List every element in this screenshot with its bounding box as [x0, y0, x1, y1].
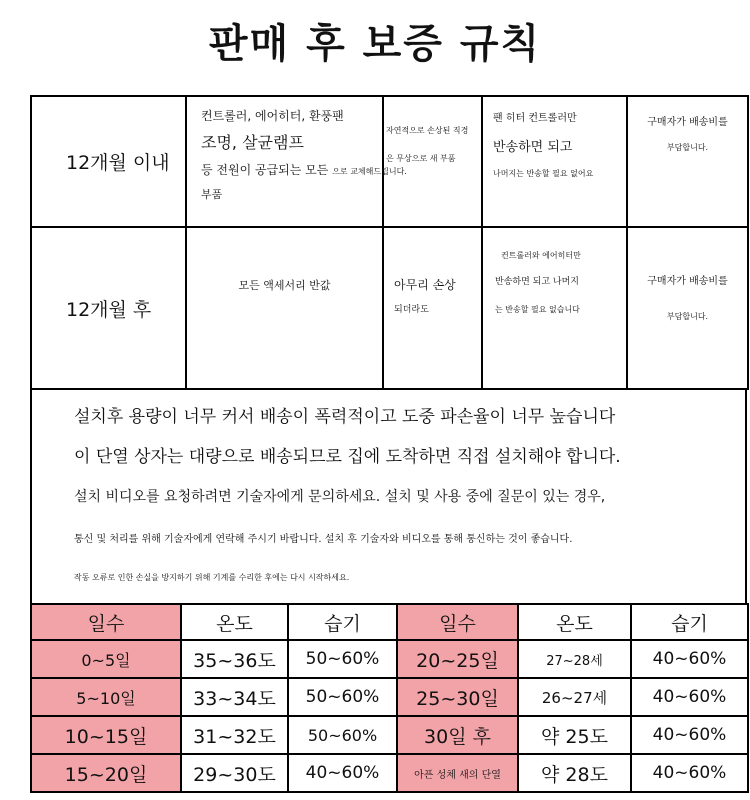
cell-text: 등 전원이 공급되는 모든	[201, 163, 329, 177]
table-cell: 35~36도	[181, 640, 288, 678]
note-line: 작동 오류로 인한 손실을 방지하기 위해 기계를 수리한 후에는 다시 시작하세요.	[74, 573, 350, 582]
table-cell: 0~5일	[31, 640, 181, 678]
cell-text: 는 반송할 필요 없습니다	[495, 304, 580, 314]
table-cell: 40~60%	[631, 716, 748, 754]
cell-text: 부담합니다.	[666, 143, 709, 152]
table-cell: 50~60%	[288, 640, 397, 678]
table-cell: 40~60%	[288, 754, 397, 792]
header-humidity: 습기	[631, 604, 748, 640]
cell-text: 아무리 손상	[394, 278, 456, 292]
cell-text: 되더라도	[394, 305, 429, 315]
return-cell	[482, 96, 627, 227]
cell-text: 부품	[201, 188, 223, 201]
table-cell: 40~60%	[631, 678, 748, 716]
table-cell: 10~15일	[31, 716, 181, 754]
note-line: 설치후 용량이 너무 커서 배송이 폭력적이고 도중 파손율이 너무 높습니다	[74, 407, 616, 427]
damage-cell	[383, 96, 482, 227]
table-header-row	[31, 604, 748, 640]
table-cell: 27~28세	[518, 640, 631, 678]
cell-text: 으로 교체해드립니다.	[332, 167, 407, 176]
note-line: 이 단열 상자는 대량으로 배송되므로 집에 도착하면 직접 설치해야 합니다.	[74, 447, 621, 467]
row-label: 12개월 이내	[31, 96, 186, 227]
row-label: 12개월 후	[31, 227, 186, 389]
table-row	[31, 678, 748, 716]
table-cell: 아픈 성체 새의 단열	[397, 754, 518, 792]
cell-text: 컨트롤러, 에어히터, 환풍팬	[201, 109, 344, 123]
table-cell: 20~25일	[397, 640, 518, 678]
page-title: 판매 후 보증 규칙	[208, 21, 542, 67]
covered-parts-cell	[186, 227, 383, 389]
table-cell: 29~30도	[181, 754, 288, 792]
table-cell: 30일 후	[397, 716, 518, 754]
table-cell: 50~60%	[288, 678, 397, 716]
cell-text: 컨트롤러와 에어히터만	[501, 251, 581, 260]
note-line: 통신 및 처리를 위해 기술자에게 연락해 주시기 바랍니다. 설치 후 기술자와 비디오를 통해 통신하는 것이 좋습니다.	[74, 534, 573, 545]
header-humidity: 습기	[288, 604, 397, 640]
table-cell: 40~60%	[631, 640, 748, 678]
warranty-row-within-12-months	[31, 96, 748, 227]
cell-text: 구매자가 배송비를	[647, 276, 728, 287]
table-cell: 40~60%	[631, 754, 748, 792]
table-cell: 31~32도	[181, 716, 288, 754]
note-line: 설치 비디오를 요청하려면 기술자에게 문의하세요. 설치 및 사용 중에 질문이 있는 경우,	[74, 489, 606, 505]
damage-cell	[383, 227, 482, 389]
cell-text: 모든 액세서리 반값	[238, 279, 331, 292]
header-days: 일수	[397, 604, 518, 640]
cell-text: 팬 히터 컨트롤러만	[493, 113, 577, 124]
brooding-conditions-table	[30, 603, 749, 793]
table-cell: 26~27세	[518, 678, 631, 716]
table-cell: 약 25도	[518, 716, 631, 754]
cell-text: 조명, 살균램프	[201, 133, 304, 152]
table-cell: 50~60%	[288, 716, 397, 754]
cell-text: 나머지는 반송할 필요 없어요	[493, 168, 594, 178]
header-temperature: 온도	[518, 604, 631, 640]
header-days: 일수	[31, 604, 181, 640]
table-cell: 25~30일	[397, 678, 518, 716]
covered-parts-cell	[186, 96, 407, 227]
table-cell: 약 28도	[518, 754, 631, 792]
warranty-row-after-12-months	[31, 227, 748, 389]
notes-section	[30, 388, 747, 603]
shipping-cell	[627, 96, 748, 227]
table-row	[31, 640, 748, 678]
cell-text: 반송하면 되고 나머지	[495, 277, 579, 287]
cell-text: 반송하면 되고	[493, 140, 573, 155]
table-row	[31, 754, 748, 792]
table-cell: 15~20일	[31, 754, 181, 792]
cell-text: 구매자가 배송비를	[647, 117, 728, 128]
cell-text: 은 무상으로 새 부품	[386, 153, 456, 163]
cell-text: 부담합니다.	[666, 312, 709, 321]
header-temperature: 온도	[181, 604, 288, 640]
table-cell: 33~34도	[181, 678, 288, 716]
cell-text: 자연적으로 손상된 직경	[386, 125, 469, 135]
table-cell: 5~10일	[31, 678, 181, 716]
warranty-table	[30, 95, 749, 390]
shipping-cell	[627, 227, 748, 389]
return-cell	[482, 227, 627, 389]
table-row	[31, 716, 748, 754]
